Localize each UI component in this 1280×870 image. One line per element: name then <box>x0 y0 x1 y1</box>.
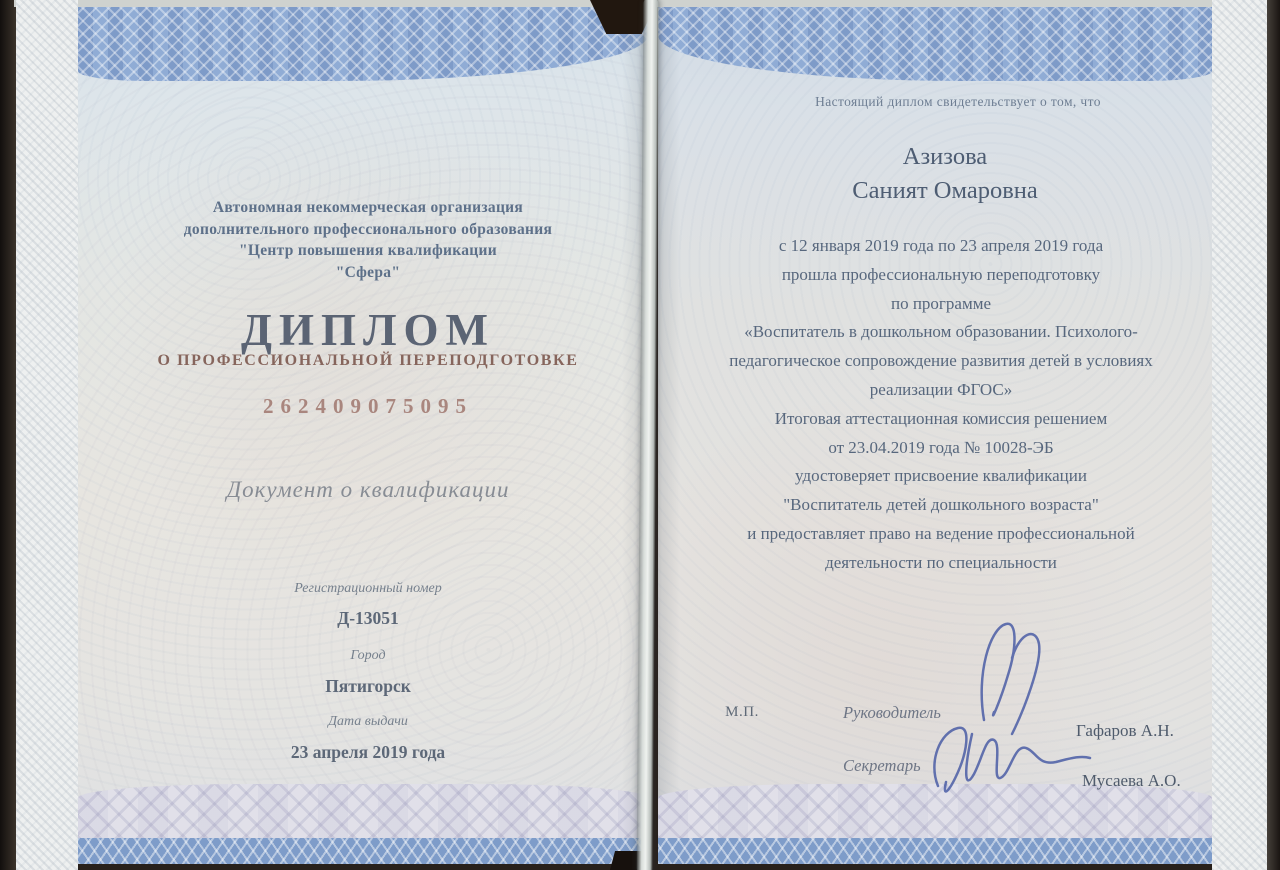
registration-number-label: Регистрационный номер <box>294 581 442 596</box>
book-edge-left <box>0 0 16 870</box>
body-line: деятельности по специальности <box>825 552 1057 572</box>
body-line: педагогическое сопровождение развития детей в условиях <box>729 351 1153 371</box>
issue-date-value: 23 апреля 2019 года <box>290 742 446 762</box>
city-label: Город <box>350 648 386 663</box>
body-line: "Воспитатель детей дошкольного возраста" <box>783 495 1099 515</box>
holder-surname: Азизова <box>902 143 988 170</box>
handwritten-signature <box>918 612 1108 812</box>
head-name: Гафаров А.Н. <box>1076 721 1174 740</box>
cover-border-left <box>16 0 78 870</box>
secretary-role-label: Секретарь <box>843 756 921 775</box>
head-role-label: Руководитель <box>843 703 941 722</box>
org-line: "Центр повышения квалификации <box>238 242 498 259</box>
body-line: прошла профессиональную переподготовку <box>781 264 1101 284</box>
body-line: с 12 января 2019 года по 23 апреля 2019 года <box>778 236 1104 255</box>
registration-number-value: Д-13051 <box>337 608 399 628</box>
guilloche-band-bottom-right <box>658 838 1212 864</box>
diploma-serial-number: 262409075095 <box>263 394 473 418</box>
guilloche-band-fan-left <box>78 784 648 839</box>
body-line: «Воспитатель в дошкольном образовании. Психолого- <box>744 322 1138 342</box>
org-line: дополнительного профессионального образования <box>183 220 553 238</box>
stamp-place-label: М.П. <box>725 704 759 720</box>
guilloche-band-top-left <box>78 7 648 81</box>
city-value: Пятигорск <box>325 676 411 696</box>
body-line: от 23.04.2019 года № 10028-ЭБ <box>828 437 1054 457</box>
org-line: "Сфера" <box>335 263 401 281</box>
certification-intro: Настоящий диплом свидетельствует о том, что <box>815 94 1101 109</box>
body-line: Итоговая аттестационная комиссия решением <box>774 408 1108 428</box>
qualification-note: Документ о квалификации <box>226 477 510 502</box>
diploma-title: ДИПЛОМ <box>241 305 495 355</box>
body-line: удостоверяет присвоение квалификации <box>795 466 1087 486</box>
diploma-body-text <box>660 232 1222 578</box>
issuing-organization <box>103 197 633 283</box>
body-line: и предоставляет право на ведение профессиональной <box>747 523 1135 543</box>
body-line: реализации ФГОС» <box>869 379 1013 399</box>
diploma-left-page <box>78 7 648 864</box>
secretary-name: Мусаева А.О. <box>1082 771 1181 790</box>
org-line: Автономная некоммерческая организация <box>212 199 524 216</box>
holder-name <box>665 140 1225 208</box>
guilloche-band-bottom-left <box>78 838 648 864</box>
guilloche-band-top-right <box>658 7 1212 81</box>
issue-date-label: Дата выдачи <box>328 714 408 729</box>
diploma-subtitle: О ПРОФЕССИОНАЛЬНОЙ ПЕРЕПОДГОТОВКЕ <box>157 352 579 369</box>
book-edge-right <box>1267 0 1280 870</box>
holder-given-names: Саният Омаровна <box>852 177 1038 204</box>
body-line: по программе <box>890 293 992 313</box>
